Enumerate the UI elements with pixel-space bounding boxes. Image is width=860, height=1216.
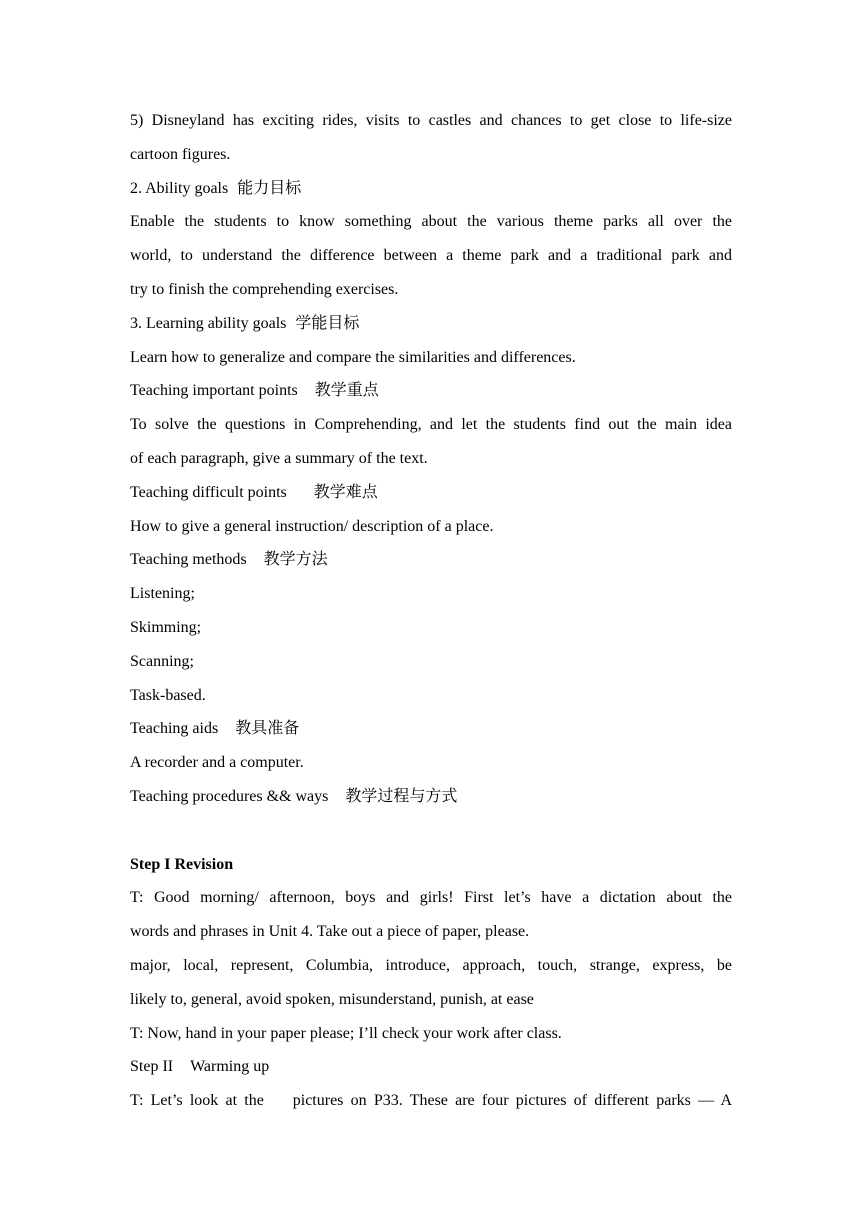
step-2-heading-title: Warming up xyxy=(190,1058,270,1076)
objective-item-5-line-1: 5) Disneyland has exciting rides, visits to castles and chances to get close to life-size xyxy=(130,112,732,129)
method-item: Listening; xyxy=(130,585,195,603)
ability-goals-heading-cn: 能力目标 xyxy=(237,179,302,197)
aids-heading-cn: 教具准备 xyxy=(235,720,300,738)
step-1-heading: Step I Revision xyxy=(130,855,234,873)
methods-heading-en: Teaching methods xyxy=(130,551,247,569)
important-points-heading-en: Teaching important points xyxy=(130,382,298,400)
learning-goals-heading xyxy=(130,307,732,341)
document-page xyxy=(130,104,732,1118)
methods-heading xyxy=(130,543,732,577)
difficult-points-heading xyxy=(130,476,732,510)
important-points-heading-cn: 教学重点 xyxy=(314,382,379,400)
methods-heading-cn: 教学方法 xyxy=(263,551,328,569)
ability-goals-line-3: try to finish the comprehending exercises. xyxy=(130,280,399,298)
ability-goals-line-2: world, to understand the difference between a theme park and a traditional park and xyxy=(130,247,732,265)
difficult-points-heading-cn: 教学难点 xyxy=(313,483,378,501)
important-points-heading xyxy=(130,374,732,408)
step-1-line-1: T: Good morning/ afternoon, boys and girls! First let’s have a dictation about the xyxy=(130,889,732,907)
objective-item-5-line-2: cartoon figures. xyxy=(130,145,231,163)
ability-goals-heading xyxy=(130,172,732,206)
blank-line xyxy=(130,814,732,848)
step-1-line-5: T: Now, hand in your paper please; I’ll check your work after class. xyxy=(130,1024,562,1042)
procedures-heading-en: Teaching procedures && ways xyxy=(130,787,329,805)
step-1-line-3: major, local, represent, Columbia, introduce, approach, touch, strange, express, be xyxy=(130,956,732,974)
method-item: Scanning; xyxy=(130,652,194,670)
learning-goals-heading-en: 3. Learning ability goals xyxy=(130,314,287,332)
difficult-points-line-1: How to give a general instruction/ description of a place. xyxy=(130,517,494,535)
aids-line-1: A recorder and a computer. xyxy=(130,754,304,772)
step-2-line-1: T: Let’s look at the pictures on P33. These are four pictures of different parks — A xyxy=(130,1092,732,1110)
aids-heading xyxy=(130,712,732,746)
step-2-heading-number: Step II xyxy=(130,1058,174,1076)
learning-goals-line-1: Learn how to generalize and compare the similarities and differences. xyxy=(130,348,576,366)
step-2-heading xyxy=(130,1050,732,1084)
procedures-heading-cn: 教学过程与方式 xyxy=(345,787,458,805)
ability-goals-line-1: Enable the students to know something about the various theme parks all over the xyxy=(130,213,732,231)
aids-heading-en: Teaching aids xyxy=(130,720,219,738)
important-points-line-2: of each paragraph, give a summary of the text. xyxy=(130,449,428,467)
difficult-points-heading-en: Teaching difficult points xyxy=(130,483,287,501)
ability-goals-heading-en: 2. Ability goals xyxy=(130,179,229,197)
procedures-heading xyxy=(130,780,732,814)
method-item: Task-based. xyxy=(130,686,206,704)
step-1-line-4: likely to, general, avoid spoken, misunderstand, punish, at ease xyxy=(130,990,534,1008)
step-1-line-2: words and phrases in Unit 4. Take out a piece of paper, please. xyxy=(130,923,530,941)
method-item: Skimming; xyxy=(130,618,202,636)
important-points-line-1: To solve the questions in Comprehending, and let the students find out the main idea xyxy=(130,416,732,434)
learning-goals-heading-cn: 学能目标 xyxy=(295,314,360,332)
